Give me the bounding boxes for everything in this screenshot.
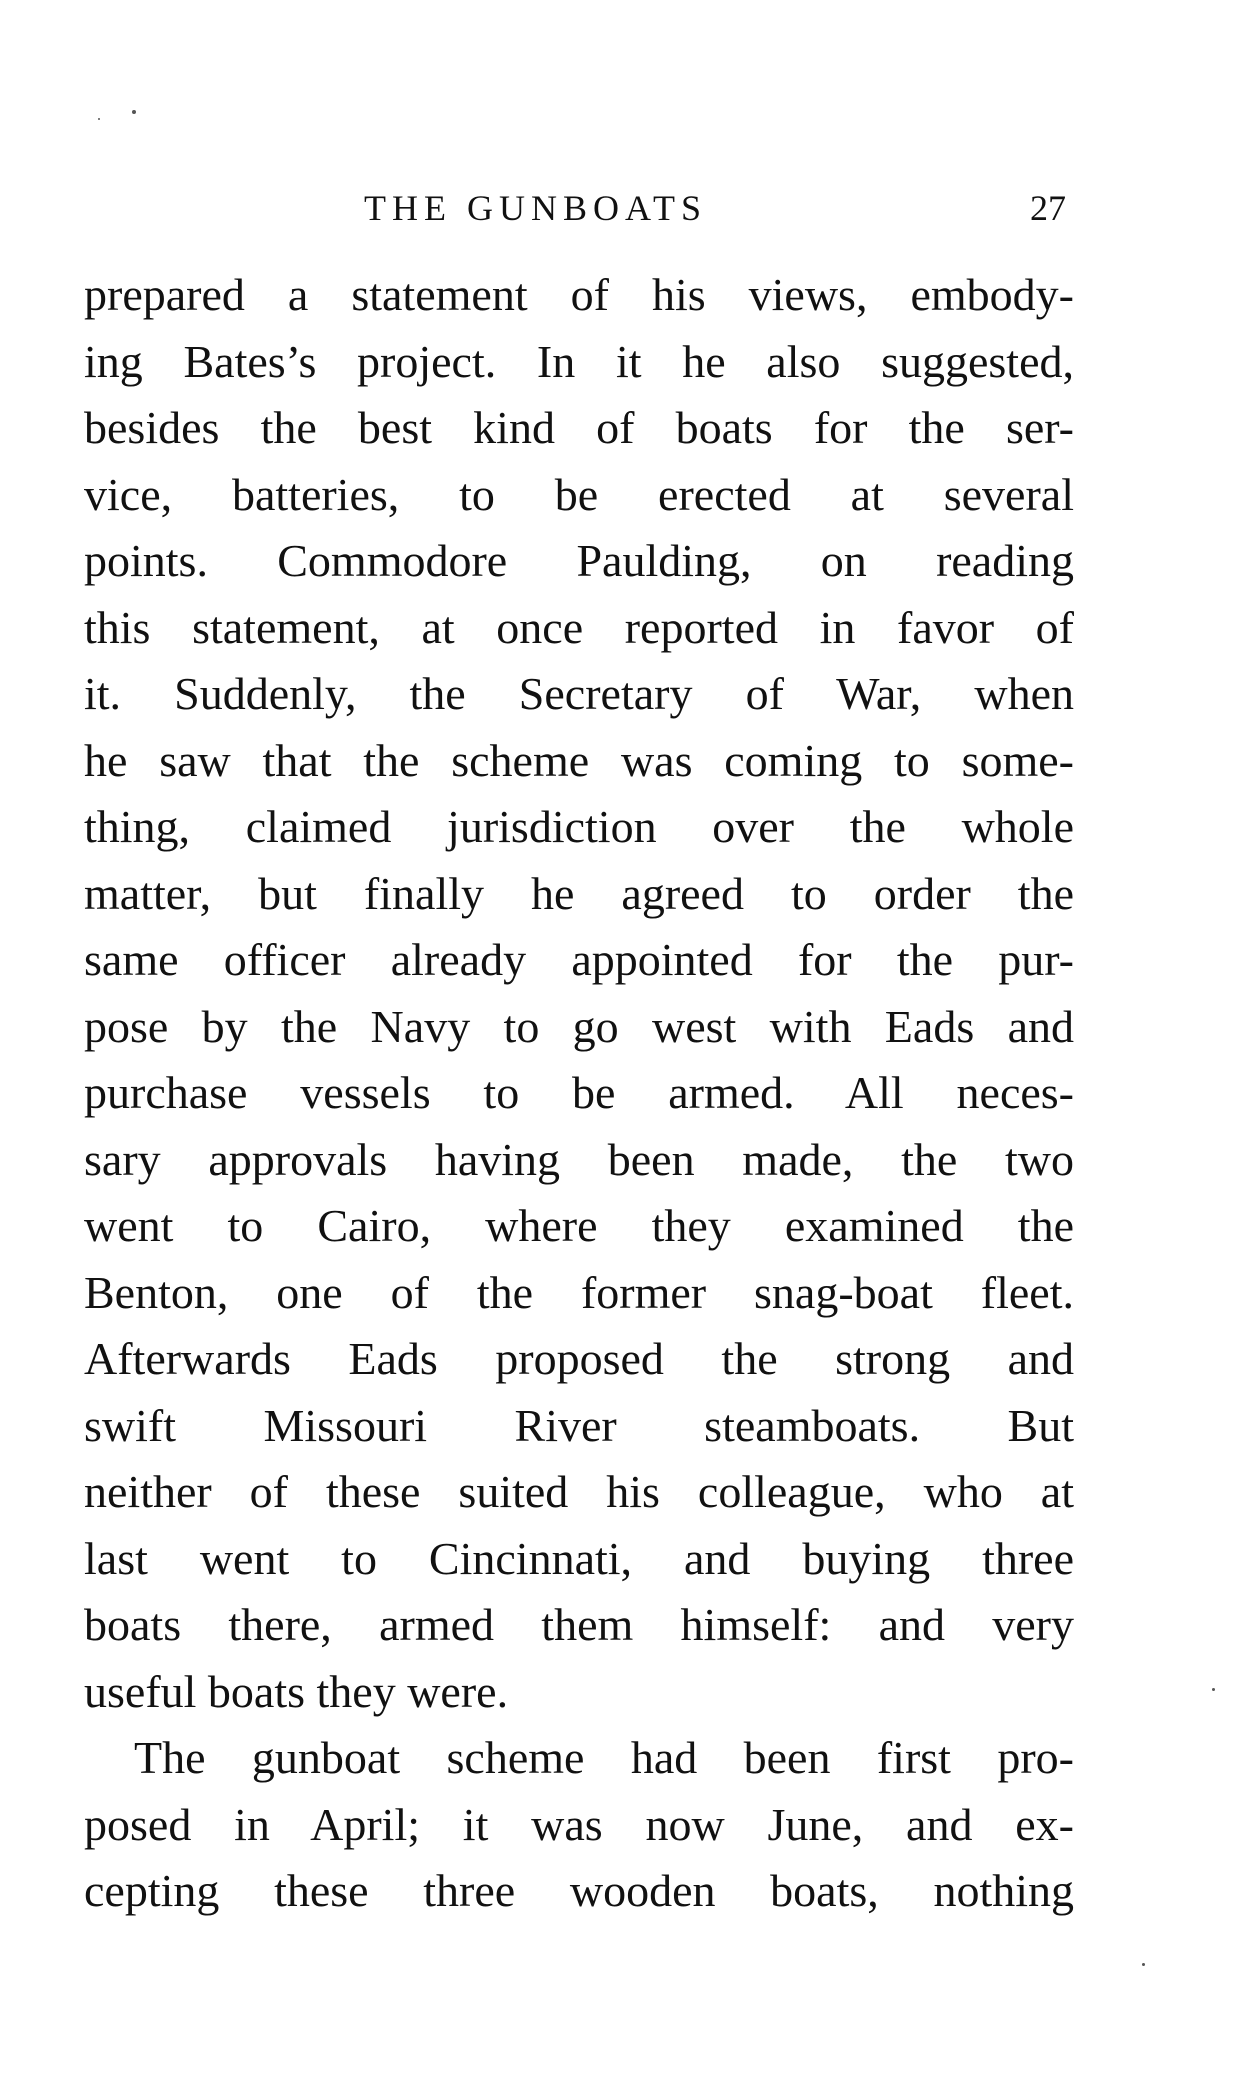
text-line: neither of these suited his colleague, who at xyxy=(84,1466,1074,1517)
text-line: it. Suddenly, the Secretary of War, when xyxy=(84,668,1074,719)
text-line: boats there, armed them himself: and very xyxy=(84,1599,1074,1650)
text-line: sary approvals having been made, the two xyxy=(84,1133,1074,1185)
paragraph-1 xyxy=(84,262,1074,1725)
text-line: posed in April; it was now June, and ex- xyxy=(84,1798,1074,1850)
text-line: swift Missouri River steamboats. But xyxy=(84,1399,1074,1451)
text-line: besides the best kind of boats for the ser- xyxy=(84,402,1074,453)
print-speck xyxy=(1212,1688,1215,1691)
text-line: cepting these three wooden boats, nothing xyxy=(84,1865,1074,1916)
text-line: points. Commodore Paulding, on reading xyxy=(84,535,1074,586)
page-number: 27 xyxy=(1030,188,1066,228)
text-line: thing, claimed jurisdiction over the whole xyxy=(84,801,1074,852)
text-line: ing Bates’s project. In it he also suggested, xyxy=(84,335,1074,387)
text-line: vice, batteries, to be erected at several xyxy=(84,468,1074,520)
text-line: The gunboat scheme had been first pro- xyxy=(134,1732,1074,1783)
text-line: went to Cairo, where they examined the xyxy=(84,1200,1074,1251)
text-line: purchase vessels to be armed. All neces- xyxy=(84,1067,1074,1118)
text-line: Benton, one of the former snag-boat fleet. xyxy=(84,1266,1074,1318)
print-speck xyxy=(98,118,100,120)
text-line: Afterwards Eads proposed the strong and xyxy=(84,1333,1074,1384)
text-line: prepared a statement of his views, embody- xyxy=(84,269,1074,320)
text-line: useful boats they were. xyxy=(84,1665,509,1717)
running-head xyxy=(84,183,1074,233)
text-line: he saw that the scheme was coming to some- xyxy=(84,734,1074,786)
text-line: last went to Cincinnati, and buying three xyxy=(84,1532,1074,1584)
paragraph-2 xyxy=(84,1725,1074,1925)
text-line: this statement, at once reported in favor of xyxy=(84,601,1074,653)
text-line: same officer already appointed for the pur- xyxy=(84,934,1074,985)
print-speck xyxy=(1142,1963,1145,1966)
text-line: matter, but finally he agreed to order the xyxy=(84,867,1074,919)
text-line: pose by the Navy to go west with Eads and xyxy=(84,1000,1074,1052)
print-speck xyxy=(132,110,136,114)
running-title: THE GUNBOATS xyxy=(364,188,708,228)
body-text xyxy=(84,262,1074,1925)
